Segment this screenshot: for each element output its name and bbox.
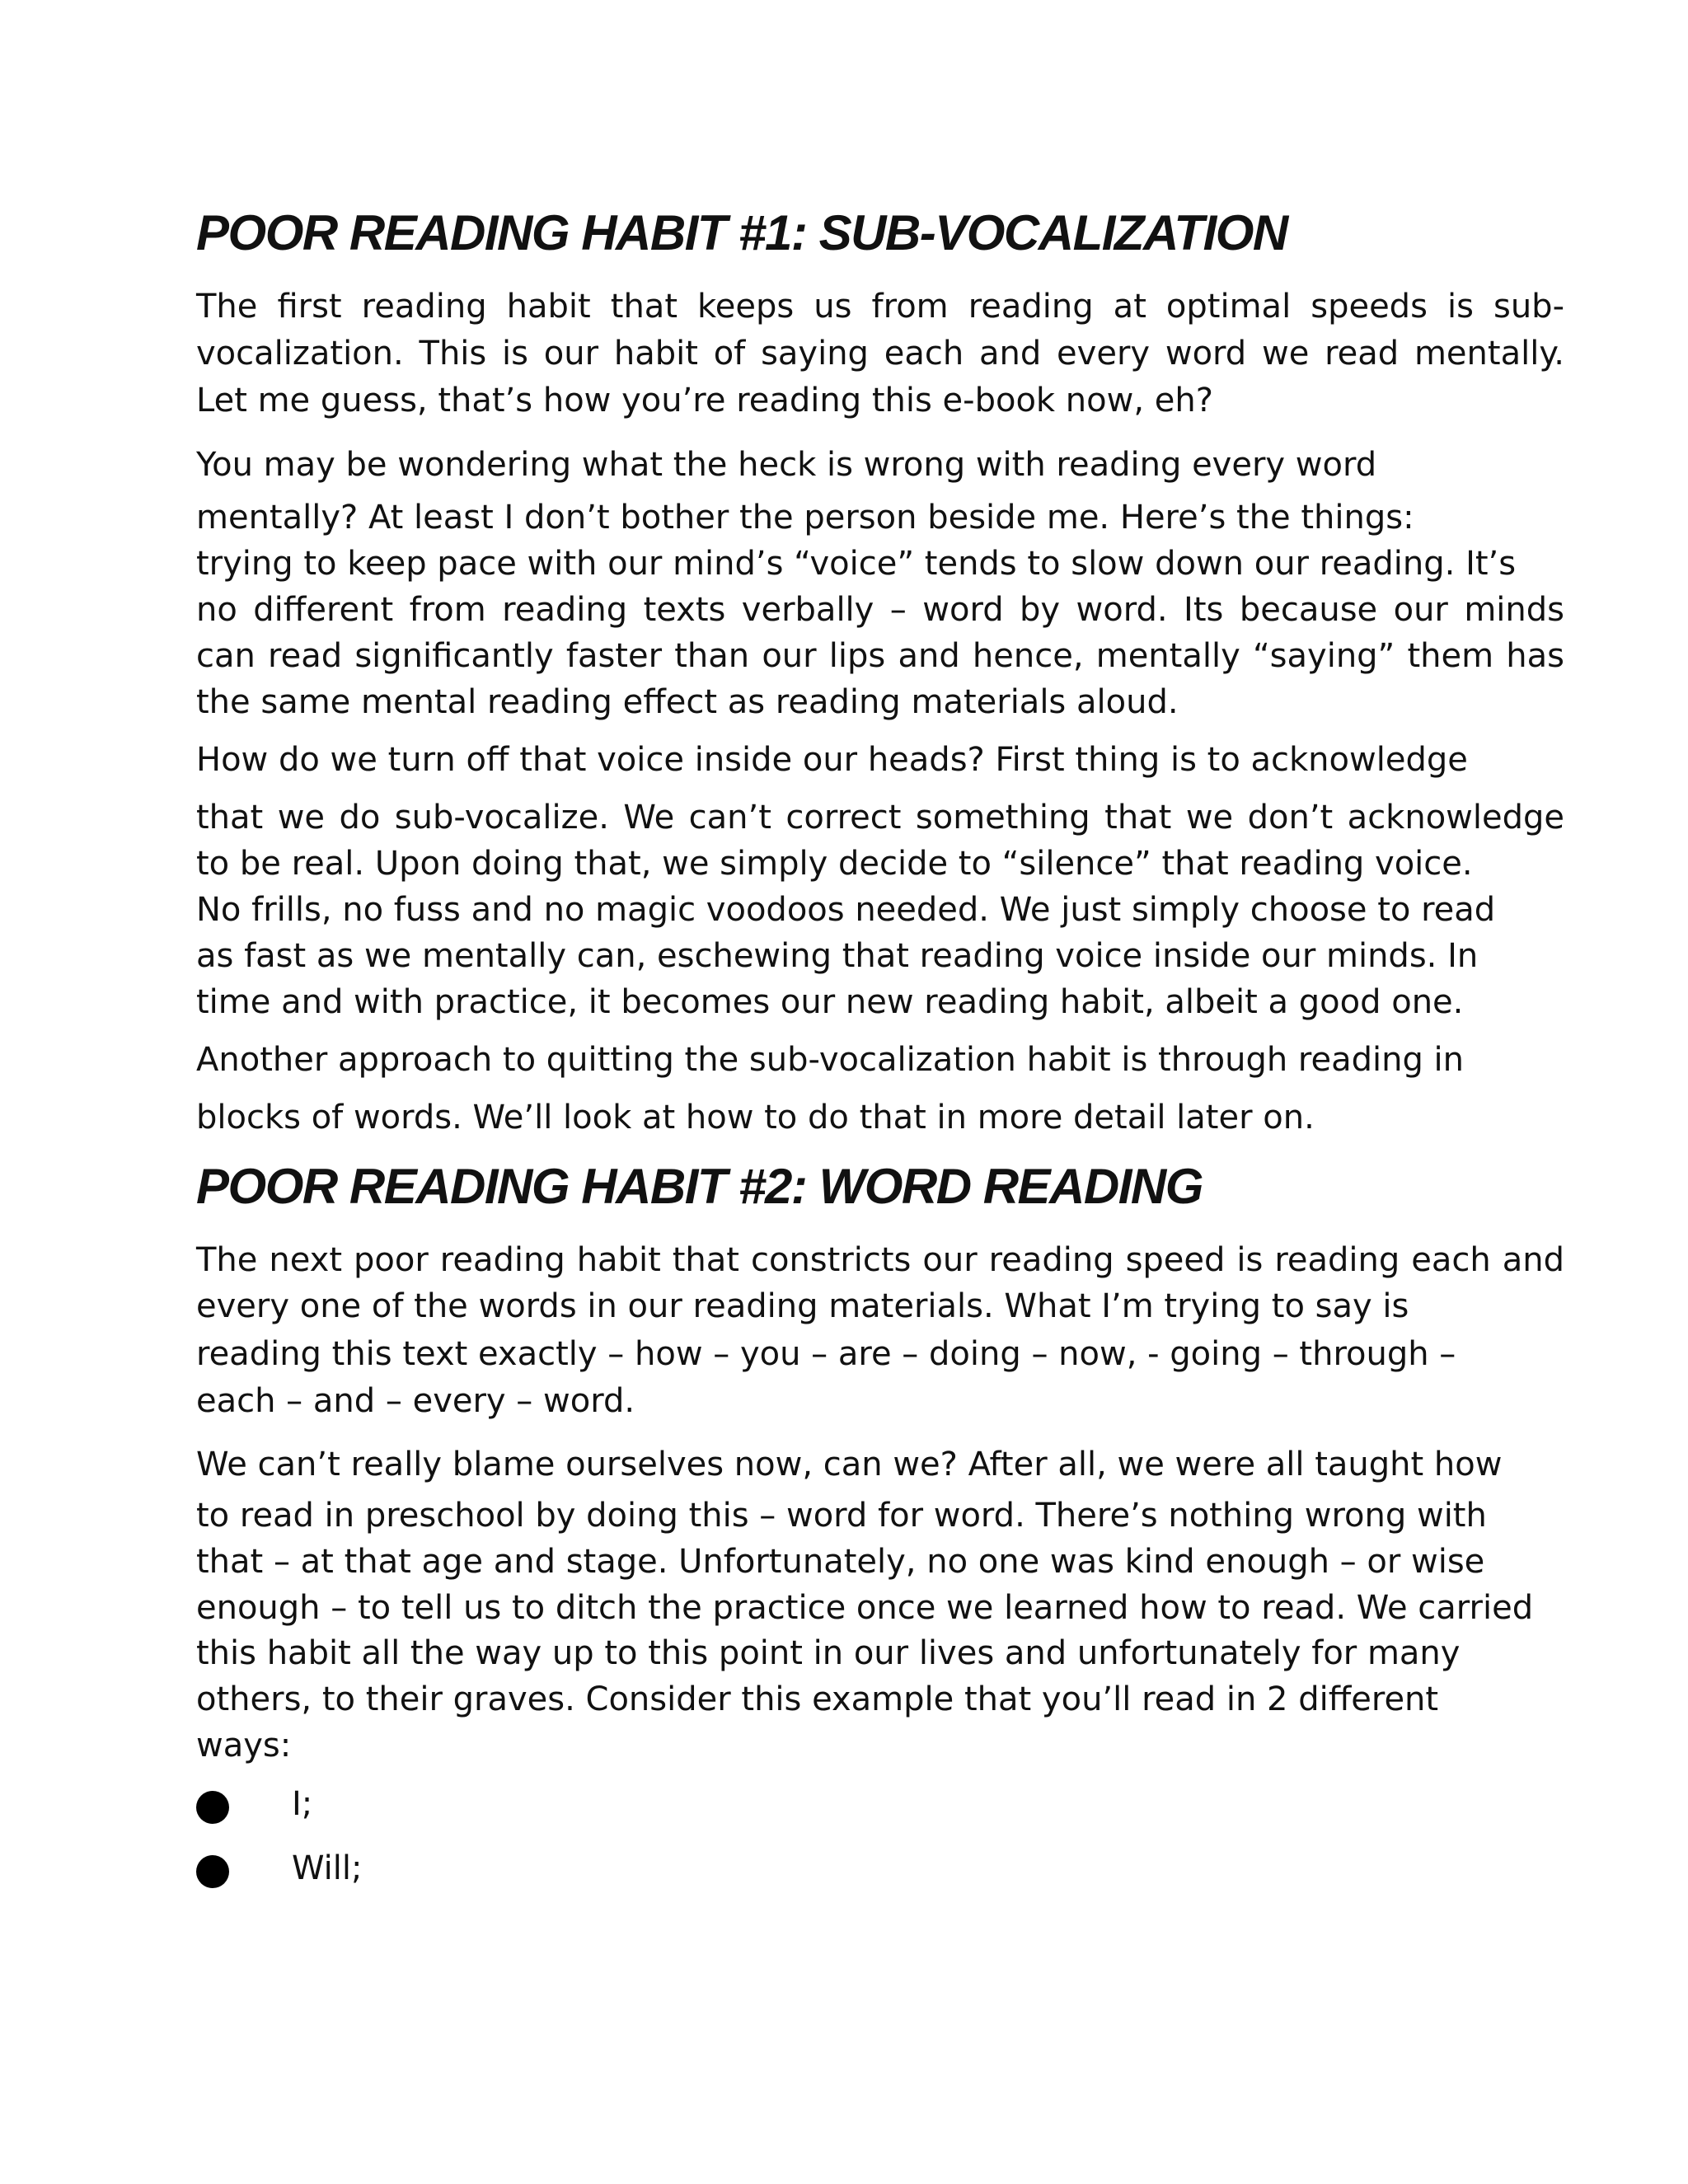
paragraph-line: every one of the words in our reading materials. What I’m trying to say is bbox=[196, 1287, 1409, 1325]
paragraph-line: The next poor reading habit that constricts our reading speed is reading each and bbox=[196, 1241, 1564, 1279]
paragraph-line: Let me guess, that’s how you’re reading this e-book now, eh? bbox=[196, 382, 1213, 419]
paragraph-line: that – at that age and stage. Unfortunately, no one was kind enough – or wise bbox=[196, 1543, 1485, 1581]
paragraph-line: can read significantly faster than our lips and hence, mentally “saying” them has bbox=[196, 637, 1564, 675]
paragraph-line: each – and – every – word. bbox=[196, 1382, 635, 1420]
paragraph-line: vocalization. This is our habit of saying each and every word we read mentally. bbox=[196, 335, 1564, 373]
paragraph-line: to be real. Upon doing that, we simply decide to “silence” that reading voice. bbox=[196, 845, 1473, 883]
paragraph-line: mentally? At least I don’t bother the person beside me. Here’s the things: bbox=[196, 499, 1414, 537]
paragraph-line: Another approach to quitting the sub-vocalization habit is through reading in bbox=[196, 1041, 1465, 1079]
paragraph-line: ways: bbox=[196, 1727, 292, 1765]
paragraph-line: that we do sub-vocalize. We can’t correct something that we don’t acknowledge bbox=[196, 799, 1564, 837]
bullet-dot-icon bbox=[196, 1855, 229, 1888]
paragraph-line: the same mental reading effect as reading materials aloud. bbox=[196, 683, 1179, 721]
paragraph-line: to read in preschool by doing this – word for word. There’s nothing wrong with bbox=[196, 1497, 1487, 1535]
paragraph-line: We can’t really blame ourselves now, can we? After all, we were all taught how bbox=[196, 1446, 1503, 1483]
paragraph-line: no different from reading texts verbally – word by word. Its because our minds bbox=[196, 591, 1564, 629]
paragraph-line: reading this text exactly – how – you – are – doing – now, - going – through – bbox=[196, 1335, 1456, 1373]
paragraph-line: The first reading habit that keeps us from reading at optimal speeds is sub- bbox=[196, 288, 1564, 326]
list-item-text: I; bbox=[292, 1785, 313, 1823]
section-heading-word-reading: POOR READING HABIT #2: WORD READING bbox=[196, 1159, 1203, 1214]
paragraph-line: You may be wondering what the heck is wrong with reading every word bbox=[196, 446, 1377, 484]
bullet-dot-icon bbox=[196, 1791, 229, 1824]
paragraph-line: No frills, no fuss and no magic voodoos needed. We just simply choose to read bbox=[196, 891, 1496, 929]
paragraph-line: as fast as we mentally can, eschewing that reading voice inside our minds. In bbox=[196, 937, 1479, 975]
paragraph-line: trying to keep pace with our mind’s “voice” tends to slow down our reading. It’s bbox=[196, 545, 1517, 583]
paragraph-line: blocks of words. We’ll look at how to do that in more detail later on. bbox=[196, 1099, 1315, 1137]
section-heading-sub-vocalization: POOR READING HABIT #1: SUB-VOCALIZATION bbox=[196, 205, 1287, 260]
paragraph-line: enough – to tell us to ditch the practice once we learned how to read. We carried bbox=[196, 1589, 1534, 1627]
paragraph-line: this habit all the way up to this point in our lives and unfortunately for many bbox=[196, 1634, 1461, 1672]
paragraph-line: others, to their graves. Consider this example that you’ll read in 2 different bbox=[196, 1680, 1439, 1718]
paragraph-line: How do we turn off that voice inside our heads? First thing is to acknowledge bbox=[196, 741, 1468, 779]
list-item-text: Will; bbox=[292, 1849, 363, 1887]
paragraph-line: time and with practice, it becomes our new reading habit, albeit a good one. bbox=[196, 983, 1464, 1021]
